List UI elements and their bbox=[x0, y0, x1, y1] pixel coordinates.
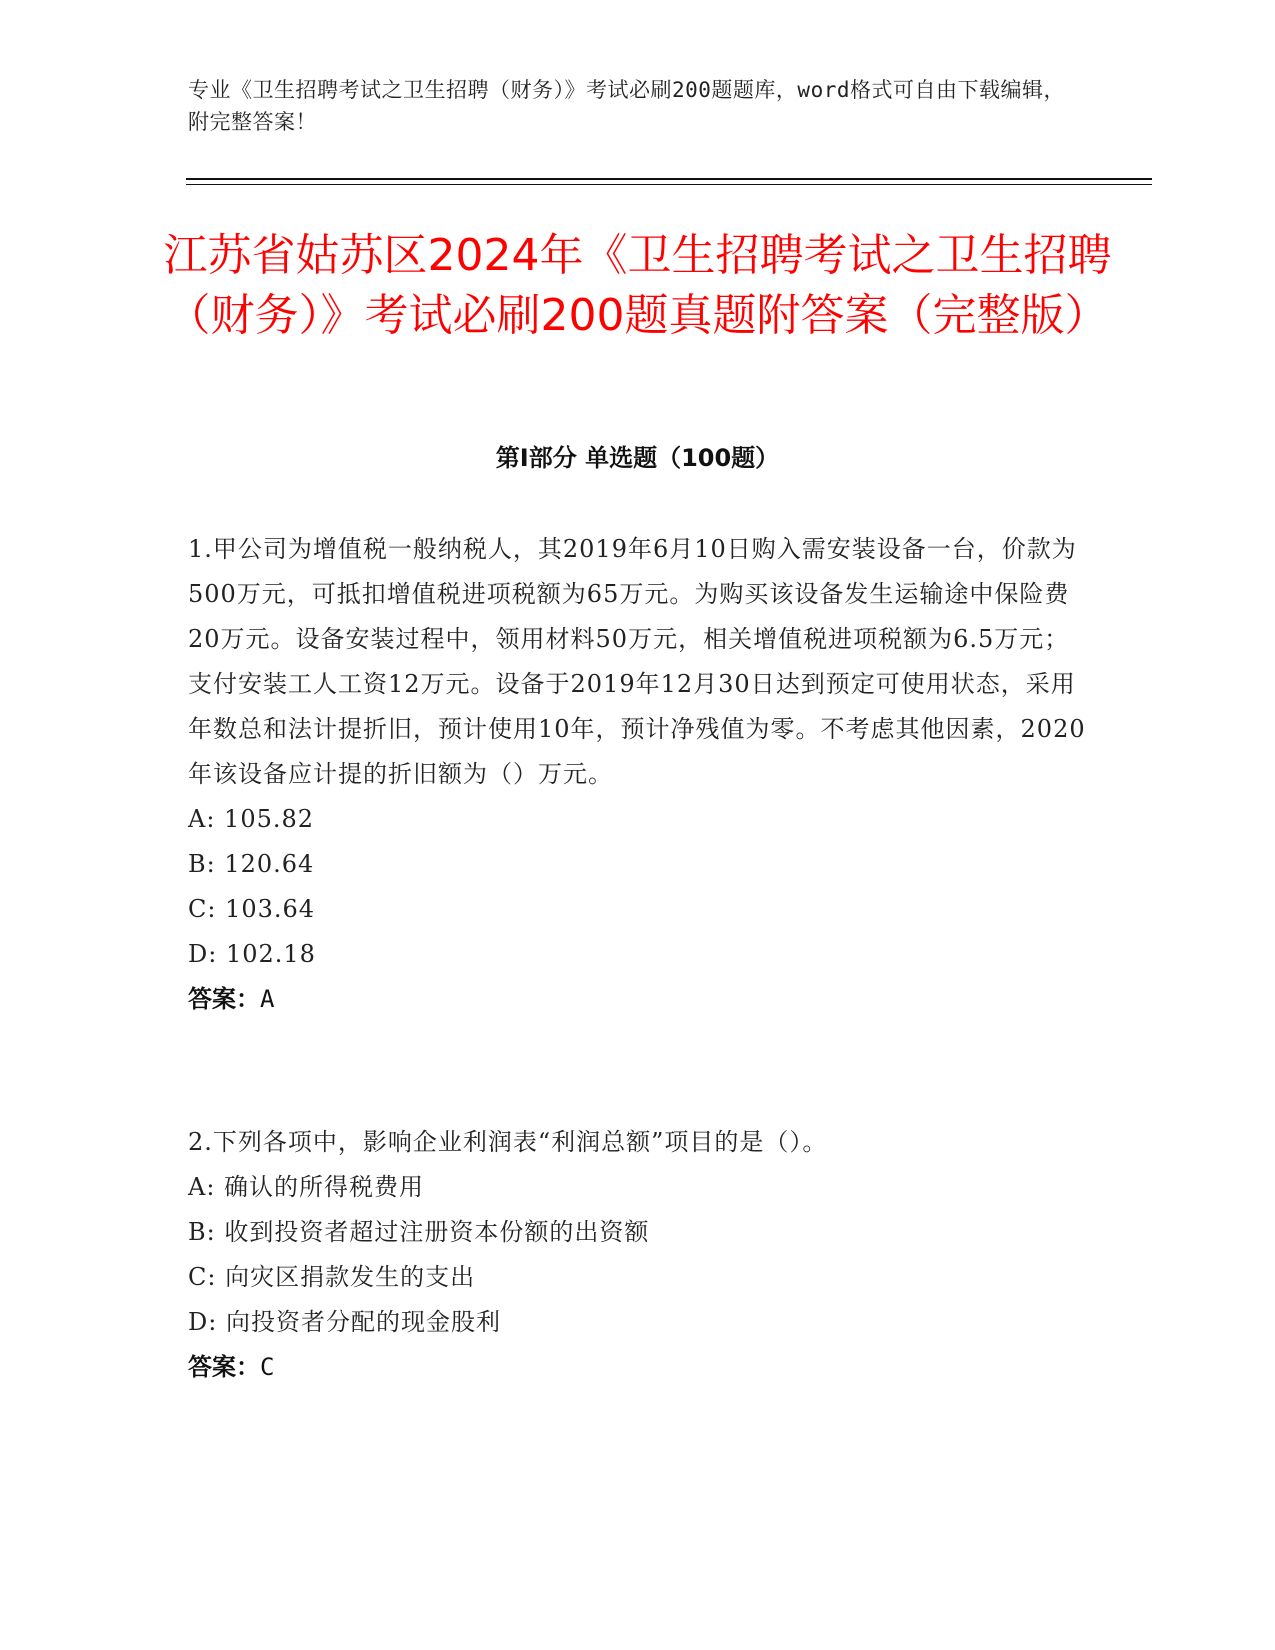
option-d: D: 102.18 bbox=[188, 940, 316, 968]
header-note: 专业《卫生招聘考试之卫生招聘（财务）》考试必刷200题题库，word格式可自由下载编辑，附完整答案！ bbox=[188, 78, 1065, 134]
option-d: D: 向投资者分配的现金股利 bbox=[188, 1308, 501, 1336]
option-b: B: 120.64 bbox=[188, 850, 315, 878]
section-heading: 第I部分 单选题（100题） bbox=[495, 444, 780, 472]
answer-label: 答案： bbox=[188, 1353, 260, 1381]
question-stem: 2.下列各项中，影响企业利润表“利润总额”项目的是（）。 bbox=[188, 1128, 828, 1156]
question-1 bbox=[188, 527, 1088, 1022]
answer-value: C bbox=[260, 1353, 275, 1381]
option-b: B: 收到投资者超过注册资本份额的出资额 bbox=[188, 1218, 650, 1246]
document-title: 江苏省姑苏区2024年《卫生招聘考试之卫生招聘（财务）》考试必刷200题真题附答案（完整版） bbox=[163, 230, 1112, 341]
option-a: A: 105.82 bbox=[188, 805, 315, 833]
question-stem: 1.甲公司为增值税一般纳税人，其2019年6月10日购入需安装设备一台，价款为500万元，可抵扣增值税进项税额为65万元。为购买该设备发生运输途中保险费20万元。设备安装过程中，领用材料50万元，相关增值税进项税额为6.5万元；支付安装工人工资12万元。设备于2019年12月30日达到预定可使用状态，采用年数总和法计提折旧，预计使用10年，预计净残值为零。不考虑其他因素，2020年该设备应计提的折旧额为（）万元。 bbox=[188, 535, 1086, 788]
option-a: A: 确认的所得税费用 bbox=[188, 1173, 425, 1201]
option-c: C: 向灾区捐款发生的支出 bbox=[188, 1263, 476, 1291]
answer-line bbox=[188, 977, 1088, 1022]
answer-value: A bbox=[260, 985, 275, 1013]
answer-line bbox=[188, 1345, 1088, 1390]
answer-label: 答案： bbox=[188, 985, 260, 1013]
question-2 bbox=[188, 1120, 1088, 1390]
header-rule-thin bbox=[186, 184, 1152, 185]
header-rule-thick bbox=[186, 178, 1152, 180]
option-c: C: 103.64 bbox=[188, 895, 316, 923]
